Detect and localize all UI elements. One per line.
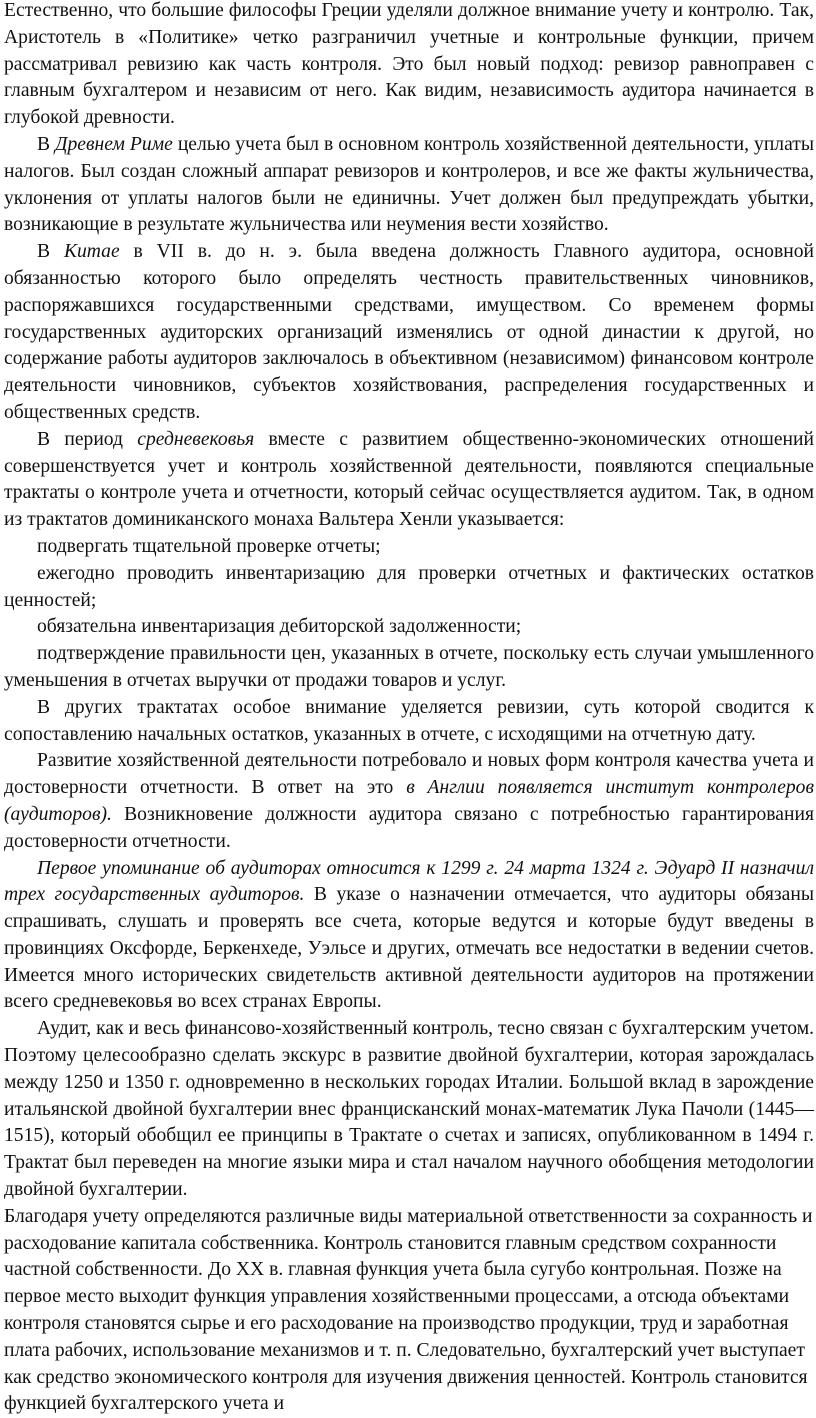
text-run: Возникновение должности аудитора связано с потребностью гарантирования достоверности отчетности. xyxy=(4,803,814,852)
list-item xyxy=(4,641,814,695)
list-item xyxy=(4,561,814,615)
paragraph xyxy=(4,0,814,132)
text-run: Естественно, что большие философы Греции уделяли должное внимание учету и контролю. Так, Аристотель в «Политике» четко разграничил учетные и контрольные функции, причем рассматривал ревизию как часть контроля. Это был новый подход: ревизор равноправен с главным бухгалтером и независим от него. Как видим, независимость аудитора начинается в глубокой древности. xyxy=(4,0,814,129)
paragraph xyxy=(4,1204,814,1418)
italic-text: Древнем Риме xyxy=(55,133,173,155)
paragraph xyxy=(4,1016,814,1204)
text-run: обязательна инвентаризация дебиторской задолженности; xyxy=(37,616,522,638)
text-run: В период xyxy=(37,428,138,450)
text-run: вместе с развитием общественно-экономических отношений совершенствуется учет и контроль хозяйственной деятельности, появляются специальные трактаты о контроле учета и отчетности, который сейчас осуществляется аудитом. Так, в одном из трактатов доминиканского монаха Вальтера Хенли указывается: xyxy=(4,428,814,531)
paragraph xyxy=(4,427,814,534)
paragraph xyxy=(4,748,814,855)
paragraph xyxy=(4,695,814,749)
text-run: В других трактатах особое внимание уделяется ревизии, суть которой сводится к сопоставлению начальных остатков, указанных в отчете, с исходящими на отчетную дату. xyxy=(4,696,814,745)
list-item xyxy=(4,534,814,561)
italic-text: Китае xyxy=(63,241,120,263)
text-run: В указе о назначении отмечается, что аудиторы обязаны спрашивать, слушать и проверять все счета, которые ведутся и которые будут введены в провинциях Оксфорде, Беркенхеде, Уэльсе и других, отмечать все недостатки в ведении счетов. Имеется много исторических свидетельств активной деятельности аудиторов на протяжении всего средневековья во всех странах Европы. xyxy=(4,884,814,1013)
paragraph xyxy=(4,239,814,427)
italic-text: Первое упоминание об аудиторах относится к 1299 г. 24 марта 1324 г. Эдуард II назначил трех государственных аудиторов. xyxy=(4,857,814,906)
text-run: В xyxy=(37,241,64,263)
text-run: целью учета был в основном контроль хозяйственной деятельности, уплаты налогов. Был создан сложный аппарат ревизоров и контролеров, и все же факты жульничества, уклонения от уплаты налогов были не единичны. Учет должен был предупреждать убытки, возникающие в результате жульничества или неумения вести хозяйство. xyxy=(4,133,814,236)
document-body xyxy=(4,0,814,1418)
text-run: подтверждение правильности цен, указанных в отчете, поскольку есть случаи умышленного уменьшения в отчетах выручки от продажи товаров и услуг. xyxy=(4,643,814,691)
paragraph xyxy=(4,856,814,1017)
italic-text: средневековья xyxy=(137,428,255,450)
list-item xyxy=(4,614,814,641)
text-run: Благодаря учету определяются различные виды материальной ответственности за сохранность и расходование капитала собственника. Контроль становится главным средством сохранности частной собственности. До XX в. главная функция учета была сугубо контрольная. Позже на первое место выходит функция управления хозяйственными процессами, а отсюда объектами контроля становятся сырье и его расходование на производство продукции, труд и заработная плата рабочих, использование механизмов и т. п. Следовательно, бухгалтерский учет выступает как средство экономического контроля для изучения движения ценностей. Контроль становится функцией бухгалтерского учета и xyxy=(4,1205,813,1415)
text-run: в VII в. до н. э. была введена должность Главного аудитора, основной обязанностью которого было определять честность правительственных чиновников, распоряжавшихся государственными средствами, имуществом. Со временем формы государственных аудиторских организаций изменялись от одной династии к другой, но содержание работы аудиторов заключалось в объективном (независимом) финансовом контроле деятельности чиновников, субъектов хозяйствования, распределения государственных и общественных средств. xyxy=(4,241,814,423)
text-run: Аудит, как и весь финансово-хозяйственный контроль, тесно связан с бухгалтерским учетом. Поэтому целесообразно сделать экскурс в развитие двойной бухгалтерии, которая зарождалась между 1250 и 1350 г. одновременно в нескольких городах Италии. Большой вклад в зарождение итальянской двойной бухгалтерии внес францисканский монах-математик Лука Пачоли (1445—1515), который обобщил ее принципы в Трактате о счетах и записях, опубликованном в 1494 г. Трактат был переведен на многие языки мира и стал началом научного обобщения методологии двойной бухгалтерии. xyxy=(4,1018,814,1201)
italic-text: в Англии появляется институт контролеров (аудиторов). xyxy=(4,777,814,825)
text-run: подвергать тщательной проверке отчеты; xyxy=(37,535,381,557)
text-run: ежегодно проводить инвентаризацию для проверки отчетных и фактических остатков ценностей; xyxy=(4,562,814,611)
text-run: Развитие хозяйственной деятельности потребовало и новых форм контроля качества учета и достоверности отчетности. В ответ на это xyxy=(4,750,814,799)
paragraph xyxy=(4,132,814,239)
text-run: В xyxy=(37,133,56,155)
